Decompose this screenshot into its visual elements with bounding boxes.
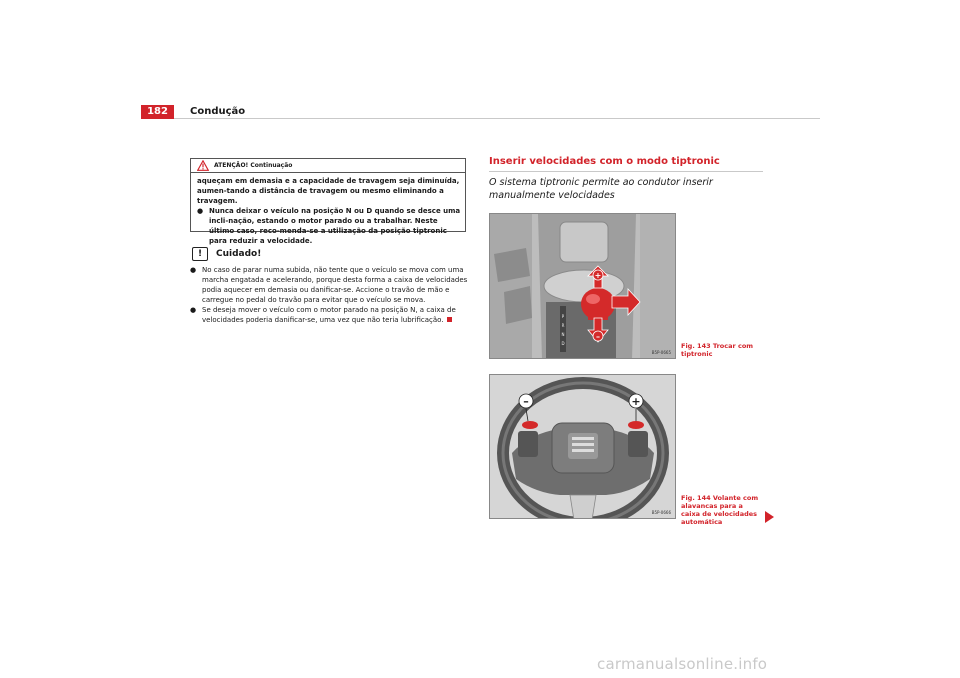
warning-triangle-icon: [197, 160, 209, 171]
warning-bullet-text: Nunca deixar o veículo na posição N ou D quando se desce uma incli-nação, estando o motor parado ou a trabalhar. Neste último caso, reco-menda-se a utilização da posição tiptronic para reduzir a velocidade.: [209, 207, 461, 245]
svg-text:P: P: [561, 314, 565, 319]
svg-text:D: D: [561, 341, 565, 346]
caution-bullet-2: [190, 305, 470, 325]
paddle-plus-label: +: [631, 395, 641, 408]
gear-selector-illustration: [490, 214, 676, 359]
section-intro: O sistema tiptronic permite ao condutor inserir manualmente velocidades: [489, 177, 713, 201]
figure-144-steering-wheel: [489, 374, 676, 519]
warning-body: [191, 173, 465, 246]
figure-code: B5P-0665: [651, 350, 671, 355]
bullet-dot: ●: [197, 207, 204, 215]
section-title: Inserir velocidades com o modo tiptronic: [489, 156, 763, 172]
caution-header: [192, 247, 261, 261]
figure-143-caption: Fig. 143 Trocar com tiptronic: [681, 342, 754, 358]
warning-header: [191, 159, 465, 173]
steering-wheel-illustration: [490, 375, 676, 519]
caution-body: [190, 265, 470, 325]
caution-exclamation-icon: !: [192, 247, 208, 261]
paddle-minus-label: –: [523, 395, 529, 408]
svg-text:N: N: [561, 332, 565, 337]
figure-143-gear-selector: [489, 213, 676, 359]
caution-title: Cuidado!: [216, 249, 262, 259]
warning-heading: ATENÇÃO! Continuação: [214, 161, 293, 169]
page-header-title: Condução: [190, 106, 246, 117]
caution-bullet-text-1: No caso de parar numa subida, não tente que o veículo se mova com uma marcha engatada e acelerando, porque desta forma a caixa de velocidades podia aquecer em demasia ou danificar-se. Accione o travão de mão e carregue no pedal do travão para evitar que o veículo se mova.: [202, 266, 468, 304]
figure-code: B5P-0666: [651, 510, 671, 515]
next-page-arrow-icon[interactable]: [765, 511, 774, 523]
bullet-dot: ●: [190, 306, 197, 314]
end-of-section-mark: [447, 317, 452, 322]
caution-bullet-1: [190, 265, 470, 305]
caution-bullet-text-2: Se deseja mover o veículo com o motor parado na posição N, a caixa de velocidades poderia danificar-se, uma vez que não teria lubrificação.: [202, 306, 456, 324]
header-rule: [141, 118, 820, 119]
page-number: 182: [141, 105, 174, 119]
svg-text:R: R: [561, 323, 565, 328]
warning-paragraph: aqueçam em demasia e a capacidade de travagem seja diminuída, aumen-tando a distância de travagem ou mesmo eliminando a travagem.: [197, 177, 460, 205]
upshift-plus-label: +: [594, 271, 602, 280]
watermark: carmanualsonline.info: [597, 655, 768, 673]
warning-box: [190, 158, 466, 245]
downshift-minus-label: –: [596, 332, 600, 341]
figure-144-caption: Fig. 144 Volante com alavancas para a caixa de velocidades automática: [681, 494, 759, 526]
bullet-dot: ●: [190, 266, 197, 274]
warning-bullet: [197, 206, 461, 246]
